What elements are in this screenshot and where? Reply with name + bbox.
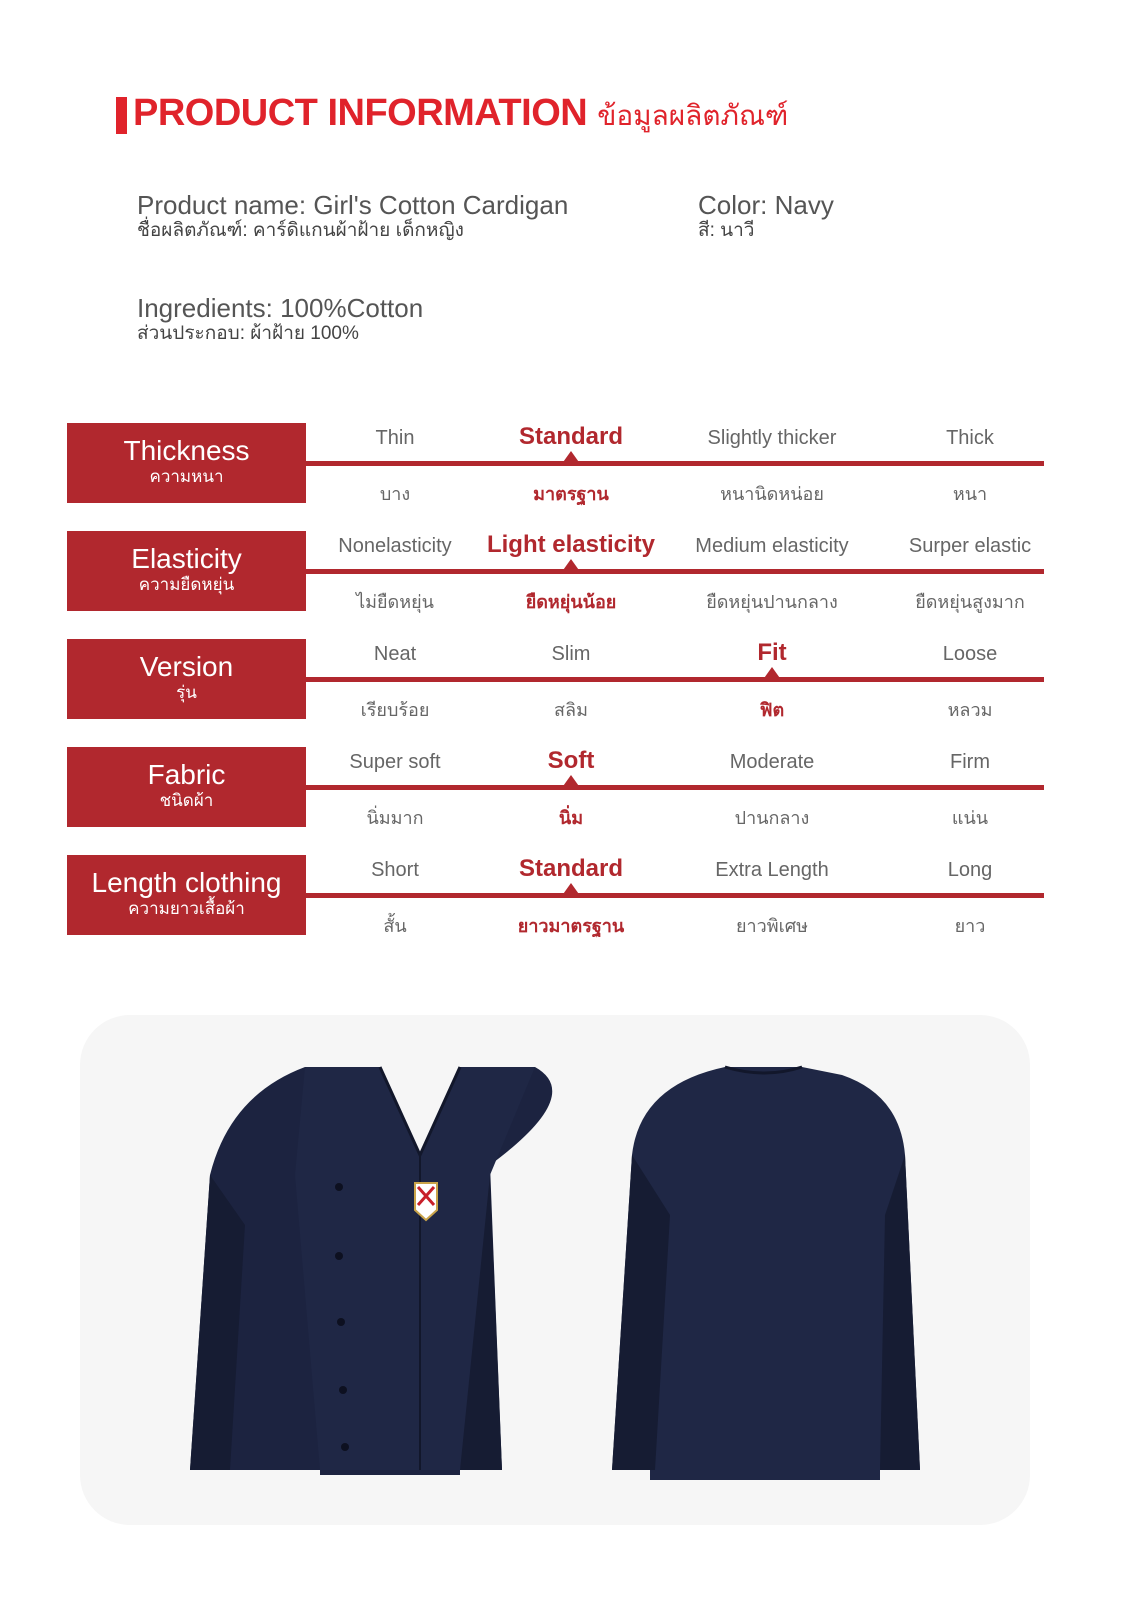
option-label-en: Standard xyxy=(518,855,623,882)
option-label-en: Firm xyxy=(950,751,990,773)
option-label-th: นิ่ม xyxy=(558,808,584,828)
header-title-th: ข้อมูลผลิตภัณฑ์ xyxy=(597,100,789,131)
attribute-label-en: Fabric xyxy=(147,759,226,790)
option-label-th: นิ่มมาก xyxy=(366,808,424,828)
scale-option-selected xyxy=(471,531,671,611)
scale-option xyxy=(295,855,495,935)
selected-marker-icon xyxy=(561,451,581,465)
option-label-th: เรียบร้อย xyxy=(360,700,430,720)
scale-option xyxy=(295,747,495,827)
option-label-en: Surper elastic xyxy=(908,535,1032,557)
option-label-en: Nonelasticity xyxy=(338,535,452,557)
option-label-en: Thin xyxy=(375,427,415,449)
scale-option xyxy=(295,423,495,503)
product-color xyxy=(698,190,834,242)
attribute-label-th: ความหนา xyxy=(149,467,224,486)
attribute-label-en: Elasticity xyxy=(131,543,242,574)
option-label-th: สลิม xyxy=(554,700,588,720)
color-en: Color: Navy xyxy=(698,190,834,220)
option-label-en: Thick xyxy=(946,427,994,449)
scale-option-selected xyxy=(471,747,671,827)
scale-option xyxy=(295,639,495,719)
scale-option xyxy=(672,531,872,611)
option-label-th: ยืดหยุ่นสูงมาก xyxy=(915,592,1025,612)
scale-option xyxy=(672,855,872,935)
scale-option xyxy=(672,747,872,827)
option-label-en: Extra Length xyxy=(715,859,829,881)
attribute-label xyxy=(67,531,306,611)
attribute-label-en: Length clothing xyxy=(91,867,282,898)
option-label-th: บาง xyxy=(379,484,411,504)
option-label-en: Medium elasticity xyxy=(695,535,849,557)
option-label-en: Standard xyxy=(518,423,623,450)
option-label-th: ไม่ยืดหยุ่น xyxy=(356,592,434,612)
option-label-th: หนา xyxy=(952,484,988,504)
option-label-th: ฟิต xyxy=(759,700,785,720)
option-label-en: Short xyxy=(371,859,419,881)
attribute-label xyxy=(67,423,306,503)
option-label-en: Long xyxy=(947,859,993,881)
option-label-th: ยืดหยุ่นปานกลาง xyxy=(706,592,838,612)
attribute-row xyxy=(67,747,1044,827)
scale-option xyxy=(870,855,1070,935)
product-name-th: ชื่อผลิตภัณฑ์: คาร์ดิแกนผ้าฝ้าย เด็กหญิง xyxy=(137,220,464,241)
scale-option xyxy=(870,423,1070,503)
option-label-th: ยาวมาตรฐาน xyxy=(517,916,625,936)
option-label-th: ปานกลาง xyxy=(734,808,810,828)
header-title-en: PRODUCT INFORMATION xyxy=(133,92,588,134)
selected-marker-icon xyxy=(561,883,581,897)
scale-option xyxy=(870,531,1070,611)
attribute-label-th: ความยืดหยุ่น xyxy=(138,575,235,594)
scale-option xyxy=(870,639,1070,719)
attribute-label-th: ความยาวเสื้อผ้า xyxy=(128,899,245,918)
ingredients-th: ส่วนประกอบ: ผ้าฝ้าย 100% xyxy=(137,323,359,344)
attribute-label xyxy=(67,639,306,719)
scale-option-selected xyxy=(672,639,872,719)
scale-option xyxy=(672,423,872,503)
cardigan-front-image xyxy=(190,1067,552,1475)
option-label-en: Slim xyxy=(551,643,591,665)
option-label-th: ยาว xyxy=(954,916,986,936)
scale-option-selected xyxy=(471,423,671,503)
attribute-row xyxy=(67,423,1044,503)
option-label-th: สั้น xyxy=(383,916,407,936)
selected-marker-icon xyxy=(561,775,581,789)
attribute-label-th: รุ่น xyxy=(176,683,197,702)
option-label-th: มาตรฐาน xyxy=(533,484,609,504)
option-label-en: Loose xyxy=(942,643,998,665)
section-header xyxy=(116,92,788,138)
product-photo-panel xyxy=(80,1015,1030,1525)
scale-option xyxy=(870,747,1070,827)
option-label-th: แน่น xyxy=(951,808,989,828)
option-label-en: Soft xyxy=(547,747,595,774)
attribute-label-en: Version xyxy=(139,651,234,682)
scale-option xyxy=(471,639,671,719)
product-name-en: Product name: Girl's Cotton Cardigan xyxy=(137,190,569,220)
option-label-en: Neat xyxy=(373,643,417,665)
option-label-th: หนานิดหน่อย xyxy=(720,484,824,504)
option-label-th: หลวม xyxy=(947,700,993,720)
attribute-row xyxy=(67,531,1044,611)
option-label-th: ยาวพิเศษ xyxy=(735,916,809,936)
option-label-en: Slightly thicker xyxy=(707,427,837,449)
scale-option xyxy=(295,531,495,611)
option-label-en: Moderate xyxy=(729,751,815,773)
product-ingredients xyxy=(137,293,423,345)
header-accent-bar xyxy=(116,97,127,134)
color-th: สี: นาวี xyxy=(698,220,755,241)
cardigan-back-image xyxy=(612,1067,920,1480)
attribute-row xyxy=(67,855,1044,935)
option-label-en: Super soft xyxy=(349,751,441,773)
attribute-row xyxy=(67,639,1044,719)
ingredients-en: Ingredients: 100%Cotton xyxy=(137,293,424,323)
attribute-label-en: Thickness xyxy=(123,435,250,466)
option-label-en: Light elasticity xyxy=(486,531,656,558)
scale-option-selected xyxy=(471,855,671,935)
attribute-label-th: ชนิดผ้า xyxy=(159,791,214,810)
product-name xyxy=(137,190,568,242)
attribute-label xyxy=(67,855,306,935)
selected-marker-icon xyxy=(561,559,581,573)
option-label-th: ยืดหยุ่นน้อย xyxy=(525,592,617,612)
selected-marker-icon xyxy=(762,667,782,681)
option-label-en: Fit xyxy=(757,639,787,666)
attribute-label xyxy=(67,747,306,827)
